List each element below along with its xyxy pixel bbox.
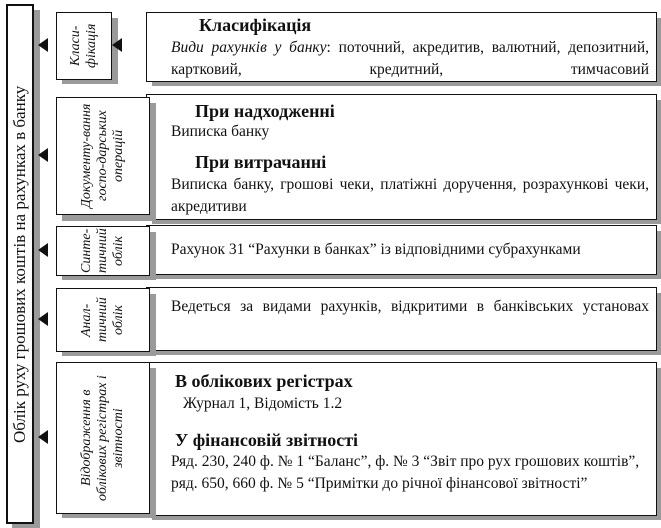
section-5-text-1: Журнал 1, Відомість 1.2 (183, 395, 343, 412)
section-2-heading-2: При витрачанні (195, 152, 327, 172)
section-5-heading-2: У фінансовій звітності (175, 430, 359, 450)
main-title: Облік руху грошових коштів на рахунках в банку (6, 4, 34, 524)
section-2-heading-1: При надходженні (195, 101, 335, 121)
section-4-panel (146, 287, 657, 351)
section-5-label: Відображення в облікових регістрах і звітності (56, 362, 150, 514)
section-1-panel-arrow-icon (112, 38, 122, 52)
section-2-panel (146, 94, 657, 220)
section-1-heading: Класифікація (199, 15, 312, 35)
section-4-text: Ведеться за видами рахунків, відкритими в банківських установах (171, 298, 649, 315)
section-2-label: Документу-вання госпо-дарських операцій (56, 97, 150, 215)
section-1-text-italic: Види рахунків у банку (171, 39, 327, 56)
section-5-arrow-icon (38, 430, 48, 444)
section-3-panel (146, 225, 657, 275)
section-3-label: Синте-тичний облік (56, 226, 150, 276)
section-1-arrow-icon (38, 38, 48, 52)
section-5-panel (146, 362, 657, 516)
section-4-arrow-icon (38, 312, 48, 326)
section-1-text-rest: : поточний, акредитив, валютний, депозитний, картковий, кредитний, тимчасовий (171, 39, 649, 78)
section-1-panel (146, 12, 657, 82)
section-5-heading-1: В облікових регістрах (175, 371, 353, 391)
section-2-text-2: Виписка банку, грошові чеки, платіжні доручення, розрахункові чеки, акредитиви (171, 176, 649, 215)
section-5-text-2: Ряд. 230, 240 ф. № 1 “Баланс”, ф. № 3 “Звіт про рух грошових коштів”, ряд. 650, 660 ф. № 5 “Примітки до річної фінансової звітності” (171, 453, 640, 492)
section-1-text (171, 37, 649, 81)
section-2-text-1: Виписка банку (171, 123, 270, 140)
section-3-text: Рахунок 31 “Рахунки в банках” із відповідними субрахунками (171, 241, 581, 258)
section-4-label: Анал-тичний облік (56, 288, 150, 352)
section-1-label: Класи-фікація (56, 12, 112, 80)
section-3-arrow-icon (38, 243, 48, 257)
section-2-arrow-icon (38, 148, 48, 162)
